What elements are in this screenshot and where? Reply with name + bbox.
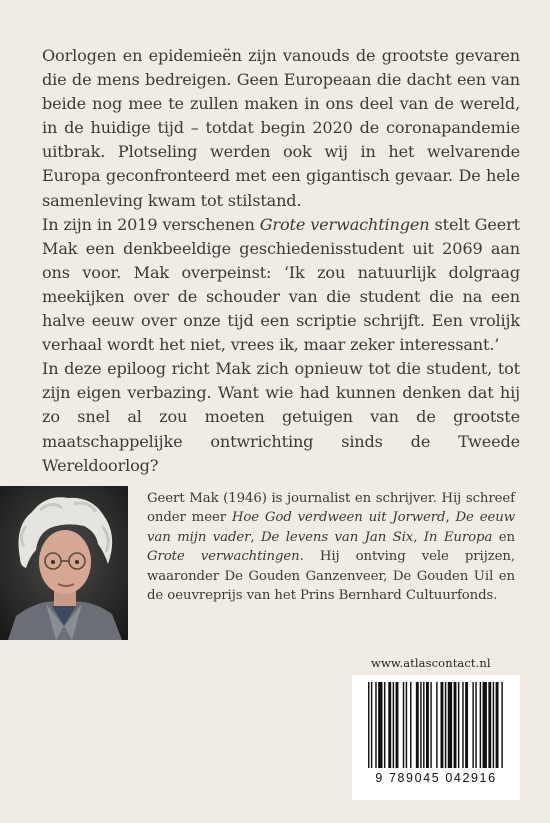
- barcode-bar: [396, 682, 399, 768]
- blurb-paragraph-3: In deze epiloog richt Mak zich opnieuw tot die student, tot zijn eigen verbazing. Want wie had kunnen denken dat hij zo snel al zou moeten getuigen van de grootste maatschappelijke ontwrichting sinds de Tweede Wereldoorlog?: [42, 359, 520, 475]
- book-title-jan-six: De levens van Jan Six: [261, 529, 414, 545]
- barcode-bar: [420, 682, 421, 768]
- barcode-bar: [475, 682, 476, 768]
- bio-text: ,: [445, 510, 456, 526]
- barcode-bar: [445, 682, 446, 768]
- bio-text: ,: [413, 529, 424, 545]
- barcode-bar: [436, 682, 437, 768]
- barcode-bar: [454, 682, 457, 768]
- author-photo: [0, 486, 128, 640]
- blurb-p2-rest: stelt Geert Mak een denkbeeldige geschiedenisstudent uit 2069 aan ons voor. Mak overpeinst: ‘Ik zou natuurlijk dolgraag meekijken over de schouder van die student die na een halve eeuw over onze tijd een scriptie schrijft. Een vrolijk verhaal wordt het niet, vrees ik, maar zeker interessant.’: [42, 214, 520, 355]
- barcode-bar: [403, 682, 404, 768]
- barcode-bar: [416, 682, 419, 768]
- barcode-bar: [458, 682, 459, 768]
- isbn-barcode: [352, 675, 520, 800]
- barcode-bar: [378, 682, 382, 768]
- barcode-bar: [393, 682, 394, 768]
- publisher-url: www.atlascontact.nl: [371, 656, 491, 670]
- barcode-bar: [410, 682, 411, 768]
- blurb-paragraph-1: Oorlogen en epidemieën zijn vanouds de grootste gevaren die de mens bedreigen. Geen Europeaan die dacht een van beide nog mee te zullen maken in ons deel van de wereld, in de huidige tijd – totdat begin 2020 de coronapandemie uitbrak. Plotseling werden ook wij in het welvarende Europa geconfronteerd met een gigantisch gevaar. De hele samenleving kwam tot stilstand.: [42, 46, 520, 210]
- barcode-bar: [488, 682, 491, 768]
- book-title-grote-verwachtingen: Grote verwachtingen: [259, 214, 430, 234]
- barcode-bar: [368, 682, 369, 768]
- barcode-bar: [371, 682, 372, 768]
- blurb-paragraph-2: [42, 213, 520, 358]
- barcode-bar: [483, 682, 487, 768]
- barcode-bar: [462, 682, 463, 768]
- book-title-jorwerd: Hoe God verdween uit Jorwerd: [231, 510, 446, 526]
- barcode-bar: [388, 682, 391, 768]
- barcode-bar: [496, 682, 499, 768]
- barcode-bar: [426, 682, 429, 768]
- barcode-bars: [366, 682, 506, 770]
- barcode-bar: [480, 682, 481, 768]
- barcode-bar: [493, 682, 494, 768]
- blurb-p2-start: In zijn in 2019 verschenen: [42, 214, 260, 234]
- barcode-bar: [430, 682, 431, 768]
- author-bio: [147, 489, 515, 605]
- bio-text: . Hij ontving vele prijzen, waaronder De Gouden Ganzenveer, De Gouden Uil en de oeuvreprijs van het Prins Bernhard Cultuurfonds.: [147, 549, 515, 604]
- barcode-bar: [423, 682, 424, 768]
- book-title-grote-verwachtingen-bio: Grote verwachtingen: [147, 549, 300, 565]
- barcode-bar: [501, 682, 502, 768]
- isbn-number: 9 789045 042916: [375, 771, 497, 785]
- book-title-in-europa: In Europa: [423, 529, 493, 545]
- bio-text: en: [492, 529, 515, 545]
- back-cover-blurb: [42, 44, 520, 478]
- book-title-eeuw-van-mijn-vader: De eeuw van mijn vader: [147, 510, 515, 545]
- bio-text: ,: [250, 529, 261, 545]
- barcode-bar: [384, 682, 385, 768]
- barcode-bar: [375, 682, 376, 768]
- barcode-bar: [448, 682, 452, 768]
- barcode-bar: [472, 682, 473, 768]
- bio-text: Geert Mak (1946) is journalist en schrijver. Hij schreef onder meer: [147, 491, 515, 526]
- barcode-bar: [406, 682, 407, 768]
- barcode-bar: [441, 682, 444, 768]
- barcode-bar: [465, 682, 468, 768]
